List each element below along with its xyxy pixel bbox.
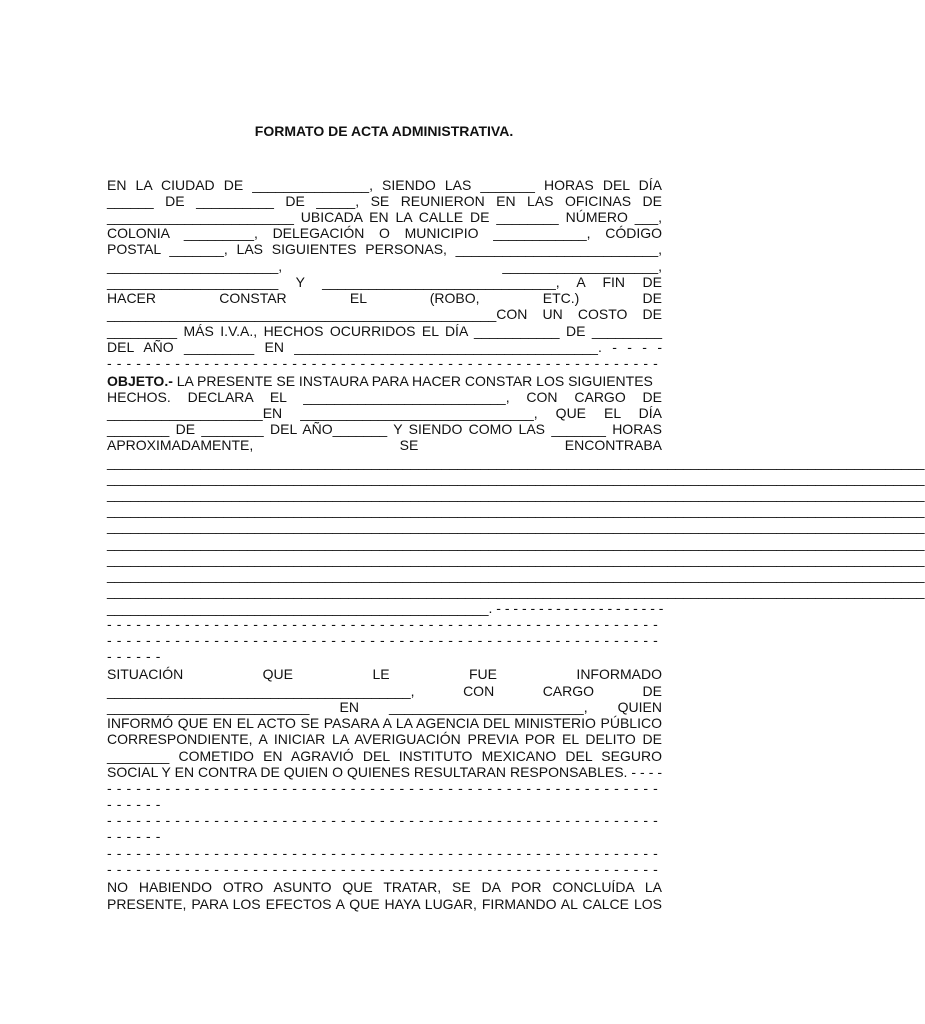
blank-line-last: _________________________________________________. - - - - - - - - - - - - - - - - - - - - xyxy=(107,600,664,616)
dash-line-short: - - - - - - xyxy=(107,796,162,812)
para1-line-9: __________________________________________________CON UN COSTO DE xyxy=(107,306,662,322)
objeto-line-1 xyxy=(107,373,662,389)
dash-line-short: - - - - - - xyxy=(107,828,162,844)
dash-line: - - - - - - - - - - - - - - - - - - - - - - - - - - - - - - - - - - - - - - - - - - - - - - - - - - - - - - - - - xyxy=(107,845,659,861)
dash-line: - - - - - - - - - - - - - - - - - - - - - - - - - - - - - - - - - - - - - - - - - - - - - - - - - - - - - - - - - xyxy=(107,861,659,877)
dash-line-short: - - - - - - xyxy=(107,648,162,664)
para1-line-6: ______________________, ____________________, xyxy=(107,258,662,274)
para1-line-10: _________ MÁS I.V.A., HECHOS OCURRIDOS EL DÍA ___________ DE _________ xyxy=(107,323,662,339)
blank-line: _________________________________________________________________________________________________________ xyxy=(107,567,925,583)
para1-line-5: POSTAL _______, LAS SIGUIENTES PERSONAS, __________________________, xyxy=(107,241,662,257)
closing-line-1: NO HABIENDO OTRO ASUNTO QUE TRATAR, SE DA POR CONCLUÍDA LA xyxy=(107,879,662,895)
objeto-line-2: HECHOS. DECLARA EL __________________________, CON CARGO DE xyxy=(107,389,662,405)
objeto-label: OBJETO.- xyxy=(107,373,173,389)
dash-separator-1: - - - - - - - - - - - - - - - - - - - - - - - - - - - - - - - - - - - - - - - - - - - - - - - - - - - - - - - - - xyxy=(107,355,659,371)
situacion-line-3: __________________________ EN _________________________, QUIEN xyxy=(107,699,662,715)
situacion-line-2: _______________________________________, CON CARGO DE xyxy=(107,683,662,699)
para1-line-1: EN LA CIUDAD DE _______________, SIENDO LAS _______ HORAS DEL DÍA xyxy=(107,177,662,193)
blank-line: _________________________________________________________________________________________________________ xyxy=(107,551,925,567)
blank-line: _________________________________________________________________________________________________________ xyxy=(107,454,925,470)
dash-line: - - - - - - - - - - - - - - - - - - - - - - - - - - - - - - - - - - - - - - - - - - - - - - - - - - - - - - - - - xyxy=(107,780,659,796)
situacion-line-1: SITUACIÓN QUE LE FUE INFORMADO xyxy=(107,666,662,682)
objeto-line-1-text: LA PRESENTE SE INSTAURA PARA HACER CONSTAR LOS SIGUIENTES xyxy=(172,373,653,389)
para1-line-3: ________________________ UBICADA EN LA CALLE DE ________ NÚMERO ___, xyxy=(107,209,662,225)
para1-line-8: HACER CONSTAR EL (ROBO, ETC.) DE xyxy=(107,290,662,306)
para1-line-4: COLONIA _________, DELEGACIÓN O MUNICIPIO ____________, CÓDIGO xyxy=(107,225,662,241)
situacion-line-4: INFORMÓ QUE EN EL ACTO SE PASARA A LA AGENCIA DEL MINISTERIO PÚBLICO xyxy=(107,715,662,731)
objeto-line-5: APROXIMADAMENTE, SE ENCONTRABA xyxy=(107,437,662,453)
para1-line-7: ______________________ Y ______________________________, A FIN DE xyxy=(107,274,662,290)
blank-line: _________________________________________________________________________________________________________ xyxy=(107,518,925,534)
dash-line: - - - - - - - - - - - - - - - - - - - - - - - - - - - - - - - - - - - - - - - - - - - - - - - - - - - - - - - - - xyxy=(107,812,659,828)
closing-line-2: PRESENTE, PARA LOS EFECTOS A QUE HAYA LUGAR, FIRMANDO AL CALCE LOS xyxy=(107,896,662,912)
blank-line: _________________________________________________________________________________________________________ xyxy=(107,486,925,502)
situacion-line-7: SOCIAL Y EN CONTRA DE QUIEN O QUIENES RESULTARAN RESPONSABLES. - - - - xyxy=(107,764,662,780)
blank-line: _________________________________________________________________________________________________________ xyxy=(107,502,925,518)
document-title: FORMATO DE ACTA ADMINISTRATIVA. xyxy=(254,123,514,139)
blank-line: _________________________________________________________________________________________________________ xyxy=(107,535,925,551)
para1-line-2: ______ DE __________ DE _____, SE REUNIERON EN LAS OFICINAS DE xyxy=(107,193,662,209)
blank-line: _________________________________________________________________________________________________________ xyxy=(107,583,925,599)
objeto-line-3: ____________________EN ______________________________, QUE EL DÍA xyxy=(107,405,662,421)
dash-line: - - - - - - - - - - - - - - - - - - - - - - - - - - - - - - - - - - - - - - - - - - - - - - - - - - - - - - - - - xyxy=(107,616,659,632)
objeto-line-4: ________ DE ________ DEL AÑO_______ Y SIENDO COMO LAS _______ HORAS xyxy=(107,421,662,437)
situacion-line-5: CORRESPONDIENTE, A INICIAR LA AVERIGUACIÓN PREVIA POR EL DELITO DE xyxy=(107,731,662,747)
para1-line-11: DEL AÑO _________ EN _______________________________________. - - - - xyxy=(107,339,662,355)
blank-line: _________________________________________________________________________________________________________ xyxy=(107,470,925,486)
dash-line: - - - - - - - - - - - - - - - - - - - - - - - - - - - - - - - - - - - - - - - - - - - - - - - - - - - - - - - - - xyxy=(107,632,659,648)
situacion-line-6: ________ COMETIDO EN AGRAVIÓ DEL INSTITUTO MEXICANO DEL SEGURO xyxy=(107,748,662,764)
